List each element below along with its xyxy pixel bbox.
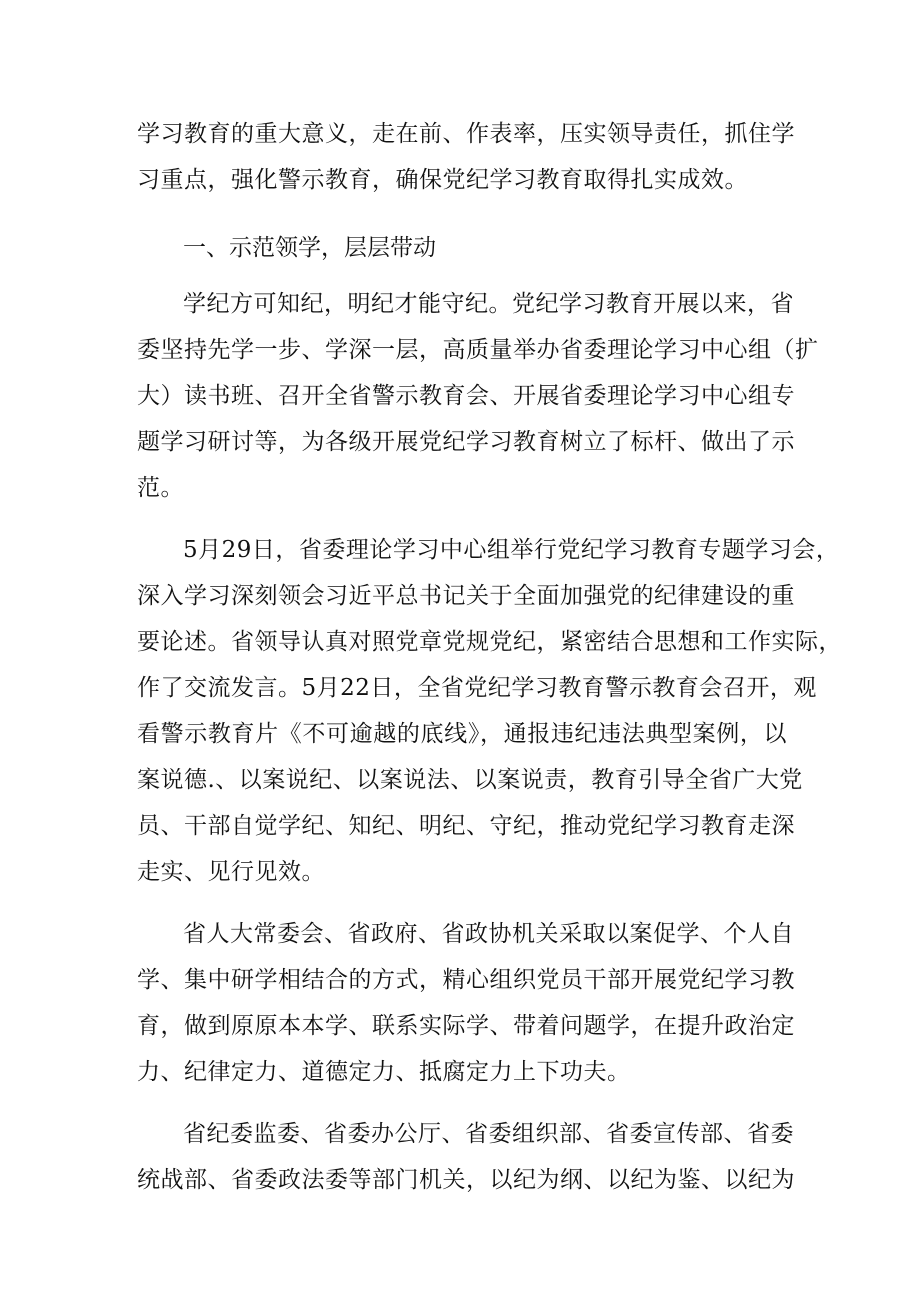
paragraph-line: 看警示教育片《不可逾越的底线》，通报违纪违法典型案例，以	[137, 721, 787, 747]
paragraph-line: 员、干部自觉学纪、知纪、明纪、守纪，推动党纪学习教育走深	[137, 813, 795, 839]
section-heading: 一、示范领学，层层带动	[183, 235, 436, 261]
paragraph-line: 力、纪律定力、道德定力、抵腐定力上下功夫。	[137, 1059, 631, 1085]
paragraph-line: 学、集中研学相结合的方式，精心组织党员干部开展党纪学习教	[137, 967, 795, 993]
paragraph-line: 深入学习深刻领会习近平总书记关于全面加强党的纪律建设的重	[137, 583, 795, 609]
paragraph-line: 范。	[137, 475, 184, 501]
paragraph-line: 习重点，强化警示教育，确保党纪学习教育取得扎实成效。	[137, 167, 748, 193]
paragraph-line: 大）读书班、召开全省警示教育会、开展省委理论学习中心组专	[137, 383, 795, 409]
paragraph-line: 走实、见行见效。	[137, 859, 325, 885]
paragraph-line: 案说德.、以案说纪、以案说法、以案说责，教育引导全省广大党	[137, 767, 803, 793]
paragraph-line: 学习教育的重大意义，走在前、作表率，压实领导责任，抓住学	[137, 121, 795, 147]
paragraph-line: 作了交流发言。5月22日，全省党纪学习教育警示教育会召开，观	[137, 675, 817, 701]
paragraph-line: 省纪委监委、省委办公厅、省委组织部、省委宣传部、省委	[183, 1121, 794, 1147]
paragraph-line: 题学习研讨等，为各级开展党纪学习教育树立了标杆、做出了示	[137, 429, 795, 455]
paragraph-line: 学纪方可知纪，明纪才能守纪。党纪学习教育开展以来，省	[183, 291, 794, 317]
paragraph-line: 委坚持先学一步、学深一层，高质量举办省委理论学习中心组（扩	[137, 337, 819, 363]
paragraph-line: 统战部、省委政法委等部门机关，以纪为纲、以纪为鉴、以纪为	[137, 1167, 795, 1193]
paragraph-line: 省人大常委会、省政府、省政协机关采取以案促学、个人自	[183, 921, 794, 947]
paragraph-line: 5月29日，省委理论学习中心组举行党纪学习教育专题学习会，	[183, 537, 840, 563]
paragraph-line: 要论述。省领导认真对照党章党规党纪，紧密结合思想和工作实际，	[137, 629, 842, 655]
paragraph-line: 育，做到原原本本学、联系实际学、带着问题学，在提升政治定	[137, 1013, 795, 1039]
